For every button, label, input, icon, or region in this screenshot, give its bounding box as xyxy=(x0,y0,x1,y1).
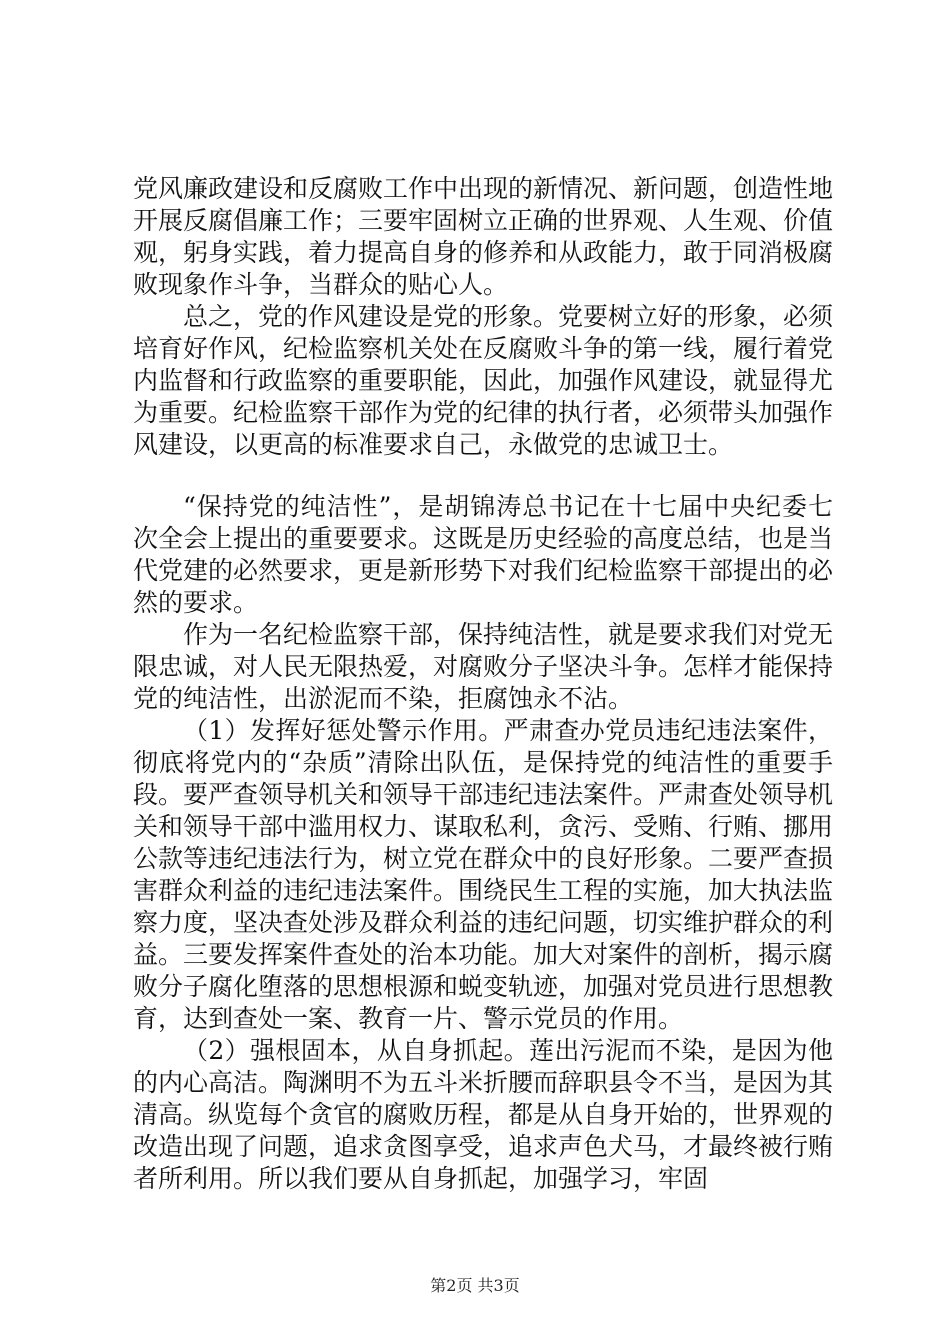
paragraph-summary: 总之，党的作风建设是党的形象。党要树立好的形象，必须培育好作风，纪检监察机关处在反腐败斗争的第一线，履行着党内监督和行政监察的重要职能，因此，加强作风建设，就显得尤为重要。纪检监察干部作为党的纪律的执行者，必须带头加强作风建设，以更高的标准要求自己，永做党的忠诚卫士。 xyxy=(133,302,834,459)
section-gap xyxy=(133,461,833,491)
paragraph-continuation: 党风廉政建设和反腐败工作中出现的新情况、新问题，创造性地开展反腐倡廉工作；三要牢固树立正确的世界观、人生观、价值观，躬身实践，着力提高自身的修养和从政能力，敢于同消极腐败现象作斗争，当群众的贴心人。 xyxy=(133,174,834,299)
page-footer: 第2页 共3页 xyxy=(430,1276,520,1295)
paragraph-purity-intro: “保持党的纯洁性”，是胡锦涛总书记在十七届中央纪委七次全会上提出的重要要求。这既是历史经验的高度总结，也是当代党建的必然要求，更是新形势下对我们纪检监察干部提出的必然的要求。 xyxy=(133,492,834,617)
paragraph-point-1: （1）发挥好惩处警示作用。严肃查办党员违纪违法案件，彻底将党内的“杂质”清除出队伍，是保持党的纯洁性的重要手段。要严查领导机关和领导干部违纪违法案件。严肃查处领导机关和领导干部中滥用权力、谋取私利，贪污、受贿、行贿、挪用公款等违纪违法行为，树立党在群众中的良好形象。二要严查损害群众利益的违纪违法案件。围绕民生工程的实施，加大执法监察力度，坚决查处涉及群众利益的违纪问题，切实维护群众的利益。三要发挥案件查处的治本功能。加大对案件的剖析，揭示腐败分子腐化堕落的思想根源和蜕变轨迹，加强对党员进行思想教育，达到查处一案、教育一片、警示党员的作用。 xyxy=(133,716,834,1033)
paragraph-point-2: （2）强根固本，从自身抓起。莲出污泥而不染，是因为他的内心高洁。陶渊明不为五斗米折腰而辞职县令不当，是因为其清高。纵览每个贪官的腐败历程，都是从自身开始的，世界观的改造出现了问题，追求贪图享受，追求声色犬马，才最终被行贿者所利用。所以我们要从自身抓起，加强学习，牢固 xyxy=(133,1036,834,1193)
paragraph-cadre-role: 作为一名纪检监察干部，保持纯洁性，就是要求我们对党无限忠诚，对人民无限热爱，对腐败分子坚决斗争。怎样才能保持党的纯洁性，出淤泥而不染，拒腐蚀永不沾。 xyxy=(133,620,834,713)
document-body xyxy=(133,173,833,1195)
